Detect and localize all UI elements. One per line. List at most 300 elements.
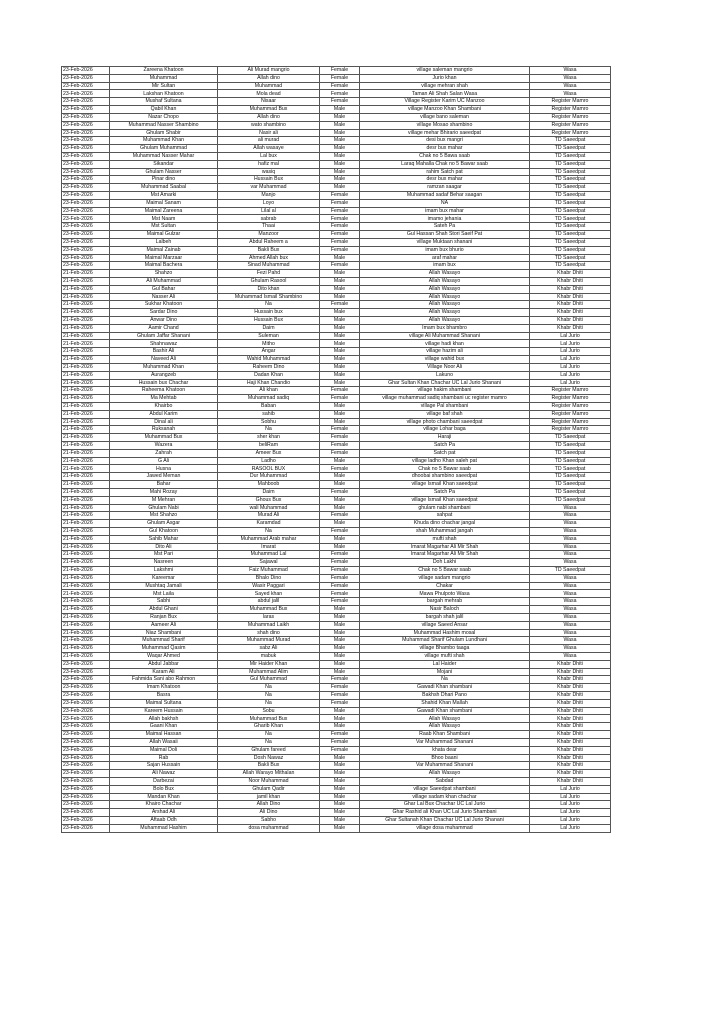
table-body [62, 67, 611, 833]
table-cell: Kareem Hussain [110, 707, 218, 715]
table-cell: Daim [218, 324, 320, 332]
table-cell: Female [320, 215, 360, 223]
table-cell: Female [320, 223, 360, 231]
table-cell: Wasa [530, 527, 611, 535]
table-cell: Thaai [218, 223, 320, 231]
table-cell: Khabr Dhiti [530, 285, 611, 293]
table-cell: Naveed Ali [110, 356, 218, 364]
table-cell: 21-Feb-2026 [62, 317, 110, 325]
table-cell: Male [320, 176, 360, 184]
table-cell: Imarat [218, 543, 320, 551]
table-cell: Ghulam fareed [218, 746, 320, 754]
table-cell: TD Saeedpat [530, 442, 611, 450]
table-cell: 21-Feb-2026 [62, 629, 110, 637]
table-row [62, 293, 611, 301]
table-cell: Khabr Dhiti [530, 723, 611, 731]
table-row [62, 356, 611, 364]
table-cell: Maimal Doli [110, 746, 218, 754]
table-cell: Female [320, 512, 360, 520]
table-cell: Male [320, 270, 360, 278]
table-cell: Female [320, 442, 360, 450]
table-cell: TD Saeedpat [530, 184, 611, 192]
table-cell: Khabr Dhiti [530, 676, 611, 684]
table-cell: Female [320, 590, 360, 598]
table-row [62, 410, 611, 418]
table-cell: Lal Jurio [530, 809, 611, 817]
table-cell: Female [320, 488, 360, 496]
table-cell: Bakhsh Dhari Pano [360, 692, 530, 700]
table-cell: Muhammad Hashim [110, 824, 218, 832]
table-cell: 23-Feb-2026 [62, 176, 110, 184]
table-cell: Dur Muhammad [218, 473, 320, 481]
table-cell: Wasa [530, 582, 611, 590]
table-cell: 23-Feb-2026 [62, 785, 110, 793]
table-cell: 21-Feb-2026 [62, 652, 110, 660]
table-cell: Sikandar [110, 160, 218, 168]
table-cell: Khabr Dhiti [530, 660, 611, 668]
table-row [62, 402, 611, 410]
table-cell: 21-Feb-2026 [62, 410, 110, 418]
table-cell: 23-Feb-2026 [62, 168, 110, 176]
table-cell: ramzan saagar [360, 184, 530, 192]
table-cell: imam bux [360, 262, 530, 270]
table-row [62, 246, 611, 254]
table-cell: 23-Feb-2026 [62, 676, 110, 684]
table-cell: Nasir Baloch [360, 606, 530, 614]
table-cell: Satch Pa [360, 442, 530, 450]
table-cell: sabz Ali [218, 645, 320, 653]
table-cell: 21-Feb-2026 [62, 551, 110, 559]
table-row [62, 184, 611, 192]
table-cell: Female [320, 559, 360, 567]
table-cell: Muhammad Alim [218, 668, 320, 676]
table-row [62, 699, 611, 707]
table-row [62, 223, 611, 231]
table-cell: sahib [218, 410, 320, 418]
table-cell: 23-Feb-2026 [62, 246, 110, 254]
table-cell: Lal Jurio [530, 793, 611, 801]
table-cell: Mst Amarki [110, 192, 218, 200]
table-cell: Muhammad Nasser Mahar [110, 152, 218, 160]
table-cell: 21-Feb-2026 [62, 520, 110, 528]
table-cell: Female [320, 67, 360, 75]
table-cell: Wasa [530, 606, 611, 614]
table-cell: village bano saleman [360, 113, 530, 121]
table-cell: Male [320, 801, 360, 809]
table-row [62, 348, 611, 356]
table-row [62, 551, 611, 559]
table-cell: Male [320, 629, 360, 637]
table-cell: imamo jehania [360, 215, 530, 223]
table-cell: Male [320, 363, 360, 371]
table-cell: Allah dino [218, 113, 320, 121]
table-cell: Male [320, 668, 360, 676]
table-cell: Fezi Pahd [218, 270, 320, 278]
table-cell: Muhammad sadaf Behar saagan [360, 192, 530, 200]
table-cell: Bolo Bux [110, 785, 218, 793]
table-cell: Bakli Bux [218, 762, 320, 770]
table-cell: Male [320, 160, 360, 168]
table-cell: 21-Feb-2026 [62, 387, 110, 395]
table-cell: Ranjan Bux [110, 613, 218, 621]
table-cell: Male [320, 535, 360, 543]
table-cell: 23-Feb-2026 [62, 160, 110, 168]
table-cell: Wasa [530, 504, 611, 512]
table-cell: Darbezai [110, 777, 218, 785]
table-cell: 23-Feb-2026 [62, 793, 110, 801]
table-row [62, 606, 611, 614]
table-row [62, 129, 611, 137]
table-cell: 23-Feb-2026 [62, 184, 110, 192]
table-cell: Wasa [530, 82, 611, 90]
table-cell: 21-Feb-2026 [62, 395, 110, 403]
table-cell: 21-Feb-2026 [62, 481, 110, 489]
table-cell: Zareena Khatoon [110, 67, 218, 75]
table-cell: 21-Feb-2026 [62, 613, 110, 621]
table-cell: 21-Feb-2026 [62, 598, 110, 606]
table-cell: Male [320, 652, 360, 660]
table-cell: Female [320, 192, 360, 200]
table-cell: Wazera [110, 442, 218, 450]
table-row [62, 270, 611, 278]
table-cell: 23-Feb-2026 [62, 707, 110, 715]
table-cell: Lal Jurio [530, 340, 611, 348]
table-cell: Dosh Nawaz [218, 754, 320, 762]
table-cell: Female [320, 387, 360, 395]
table-cell: village hazim ali [360, 348, 530, 356]
table-row [62, 121, 611, 129]
table-cell: Taman Ali Shah Salan Wasa [360, 90, 530, 98]
table-cell: TD Saeedpat [530, 199, 611, 207]
table-row [62, 199, 611, 207]
table-cell: 23-Feb-2026 [62, 106, 110, 114]
table-cell: Ghar Lal Bux Chachar UC Lal Jurio [360, 801, 530, 809]
table-cell: Jurio khan [360, 74, 530, 82]
table-row [62, 285, 611, 293]
table-cell: Sabdad [360, 777, 530, 785]
table-cell: TD Saeedpat [530, 207, 611, 215]
table-cell: village Manzoo Khan Shambani [360, 106, 530, 114]
table-cell: Aamir Chand [110, 324, 218, 332]
table-cell: Male [320, 481, 360, 489]
table-cell: Bashir Ali [110, 348, 218, 356]
table-cell: village Ismail Khan saeedpat [360, 496, 530, 504]
table-cell: Male [320, 762, 360, 770]
table-cell: Male [320, 348, 360, 356]
table-cell: Male [320, 707, 360, 715]
table-cell: Jawed Meman [110, 473, 218, 481]
table-cell: TD Saeedpat [530, 137, 611, 145]
table-cell: Khabr Dhiti [530, 293, 611, 301]
table-cell: Lal Jurio [530, 332, 611, 340]
table-cell: Sateh Pa [360, 223, 530, 231]
table-cell: village Saeedpat shambani [360, 785, 530, 793]
table-cell: 21-Feb-2026 [62, 582, 110, 590]
table-cell: Wasa [530, 67, 611, 75]
table-cell: Na [218, 692, 320, 700]
table-cell: Ali khan [218, 387, 320, 395]
table-row [62, 793, 611, 801]
table-cell: Village Register Karim UC Manzoo [360, 98, 530, 106]
table-cell: Lal Haider [360, 660, 530, 668]
table-row [62, 817, 611, 825]
table-cell: Allah Wasayo [360, 770, 530, 778]
table-cell: Female [320, 746, 360, 754]
table-cell: Ma Mehtab [110, 395, 218, 403]
table-cell: Female [320, 426, 360, 434]
table-cell: Sabho [218, 817, 320, 825]
table-cell: Khabr Dhiti [530, 738, 611, 746]
table-cell: Khabr Dhiti [530, 707, 611, 715]
table-cell: Gharib Khan [218, 723, 320, 731]
table-cell: 21-Feb-2026 [62, 535, 110, 543]
table-cell: Kareemar [110, 574, 218, 582]
table-cell: Imam bux bhambro [360, 324, 530, 332]
table-row [62, 496, 611, 504]
table-cell: Female [320, 98, 360, 106]
table-cell: Mir Haider Khan [218, 660, 320, 668]
table-cell: Wasa [530, 559, 611, 567]
table-cell: Khabr Dhiti [530, 754, 611, 762]
table-cell: 21-Feb-2026 [62, 340, 110, 348]
table-cell: 21-Feb-2026 [62, 606, 110, 614]
table-row [62, 192, 611, 200]
table-cell: Muhammad sadiq [218, 395, 320, 403]
table-cell: Sobhu [218, 418, 320, 426]
table-cell: Lakshmi [110, 567, 218, 575]
table-row [62, 567, 611, 575]
table-cell: Mst Naam [110, 215, 218, 223]
table-cell: sahpat [360, 512, 530, 520]
table-cell: Allah Wasayo [360, 285, 530, 293]
table-cell: TD Saeedpat [530, 496, 611, 504]
table-cell: Female [320, 676, 360, 684]
table-cell: RASOOL BUX [218, 465, 320, 473]
table-cell: Gaani Khan [110, 723, 218, 731]
data-table [61, 66, 611, 833]
table-cell: Qabil Khan [110, 106, 218, 114]
table-cell: Mst Shahzo [110, 512, 218, 520]
table-cell: Loyo [218, 199, 320, 207]
table-cell: Nazar Chopo [110, 113, 218, 121]
table-cell: Wasa [530, 512, 611, 520]
table-cell: Chak no 5 Bawa saab [360, 152, 530, 160]
table-cell: Register Mamro [530, 395, 611, 403]
table-cell: Pinar dino [110, 176, 218, 184]
table-cell: 23-Feb-2026 [62, 215, 110, 223]
table-cell: Female [320, 246, 360, 254]
table-cell: Khabr Dhiti [530, 746, 611, 754]
table-cell: Allah Wasayo [360, 723, 530, 731]
table-row [62, 277, 611, 285]
table-row [62, 371, 611, 379]
table-cell: Ghar Sultan Khan Chachar UC Lal Jurio Shanani [360, 379, 530, 387]
table-cell: Male [320, 152, 360, 160]
table-cell: Allah Wasayo [360, 715, 530, 723]
table-cell: Allah Wasayo [360, 301, 530, 309]
table-row [62, 527, 611, 535]
table-cell: Wasa [530, 598, 611, 606]
table-cell: TD Saeedpat [530, 449, 611, 457]
table-cell: Male [320, 660, 360, 668]
table-cell: 23-Feb-2026 [62, 98, 110, 106]
table-cell: 21-Feb-2026 [62, 590, 110, 598]
table-cell: wato shambino [218, 121, 320, 129]
table-cell: TD Saeedpat [530, 254, 611, 262]
table-cell: Hussain bux [218, 309, 320, 317]
table-cell: Maimal Gulzar [110, 231, 218, 239]
table-cell: Wasa [530, 590, 611, 598]
table-cell: rahim Satch pat [360, 168, 530, 176]
table-cell: village Muktaan shanani [360, 238, 530, 246]
table-cell: Register Mamro [530, 410, 611, 418]
table-cell: Male [320, 606, 360, 614]
table-row [62, 363, 611, 371]
table-cell: Manzoor [218, 231, 320, 239]
table-cell: 21-Feb-2026 [62, 332, 110, 340]
table-cell: Wasa [530, 629, 611, 637]
table-cell: village sadam mangrio [360, 574, 530, 582]
table-cell: Male [320, 621, 360, 629]
table-cell: Male [320, 645, 360, 653]
table-cell: Register Mamro [530, 402, 611, 410]
table-cell: Male [320, 754, 360, 762]
table-cell: Female [320, 231, 360, 239]
table-cell: wasiq [218, 168, 320, 176]
table-cell: Male [320, 113, 360, 121]
table-cell: Gawadi Khan shambani [360, 707, 530, 715]
table-cell: 21-Feb-2026 [62, 442, 110, 450]
table-cell: Allah Wasayo [360, 277, 530, 285]
table-cell: Khabr Dhiti [530, 777, 611, 785]
table-row [62, 629, 611, 637]
table-cell: Wahid Muhammad [218, 356, 320, 364]
table-row [62, 74, 611, 82]
table-cell: Male [320, 106, 360, 114]
table-cell: Wasa [530, 535, 611, 543]
table-cell: Wasa [530, 652, 611, 660]
table-row [62, 652, 611, 660]
table-cell: TD Saeedpat [530, 567, 611, 575]
table-cell: Female [320, 262, 360, 270]
table-cell: 23-Feb-2026 [62, 809, 110, 817]
table-cell: Register Mamro [530, 387, 611, 395]
table-cell: 21-Feb-2026 [62, 567, 110, 575]
table-cell: ghulam nabi shambani [360, 504, 530, 512]
table-cell: 21-Feb-2026 [62, 348, 110, 356]
table-cell: 21-Feb-2026 [62, 488, 110, 496]
table-cell: Male [320, 793, 360, 801]
table-cell: Khabr Dhiti [530, 715, 611, 723]
table-cell: Lakuno [360, 371, 530, 379]
table-cell: Abdul Ghani [110, 606, 218, 614]
table-cell: Muhammad [218, 82, 320, 90]
table-cell: Khuda dino chachar jangal [360, 520, 530, 528]
table-cell: Lal bux [218, 152, 320, 160]
table-cell: 23-Feb-2026 [62, 113, 110, 121]
table-row [62, 504, 611, 512]
table-cell: 23-Feb-2026 [62, 754, 110, 762]
table-row [62, 207, 611, 215]
table-cell: Muhammad Bux [218, 715, 320, 723]
table-cell: Ghous Bux [218, 496, 320, 504]
table-cell: Muhammad Nasser Shambino [110, 121, 218, 129]
table-cell: Maimal Marzaar [110, 254, 218, 262]
table-cell: 21-Feb-2026 [62, 418, 110, 426]
table-cell: Shahnawaz [110, 340, 218, 348]
table-cell: Khairbo [110, 402, 218, 410]
table-cell: Chak no 5 Bawar saab [360, 465, 530, 473]
table-row [62, 465, 611, 473]
table-cell: Allah bakhsh [110, 715, 218, 723]
table-cell: Khabr Dhiti [530, 277, 611, 285]
table-cell: Ghulam Rasool [218, 277, 320, 285]
table-cell: Ghulam Shabir [110, 129, 218, 137]
table-cell: hafiz mal [218, 160, 320, 168]
table-cell: TD Saeedpat [530, 238, 611, 246]
table-cell: Ameer Bux [218, 449, 320, 457]
table-cell: Male [320, 317, 360, 325]
table-cell: Maimal Sanam [110, 199, 218, 207]
table-cell: Male [320, 504, 360, 512]
table-row [62, 254, 611, 262]
table-cell: 23-Feb-2026 [62, 254, 110, 262]
table-cell: 21-Feb-2026 [62, 270, 110, 278]
table-cell: Mst Laila [110, 590, 218, 598]
table-cell: Wasa [530, 90, 611, 98]
table-cell: shah dino [218, 629, 320, 637]
table-cell: bargah shah jalil [360, 613, 530, 621]
table-cell: village Lohar baga [360, 426, 530, 434]
table-row [62, 637, 611, 645]
table-cell: Wasa [530, 74, 611, 82]
table-cell: imam bux mahar [360, 207, 530, 215]
table-cell: Wasa [530, 520, 611, 528]
table-cell: Dadan Khan [218, 371, 320, 379]
table-cell: Basra [110, 692, 218, 700]
table-cell: Chak no 5 Bawar saab [360, 567, 530, 575]
table-cell: TD Saeedpat [530, 152, 611, 160]
table-cell: Khabr Dhiti [530, 324, 611, 332]
table-cell: Nasser Ali [110, 293, 218, 301]
table-cell: Abdul Karim [110, 410, 218, 418]
table-row [62, 262, 611, 270]
table-cell: Ruksanah [110, 426, 218, 434]
table-cell: 21-Feb-2026 [62, 574, 110, 582]
table-cell: Ali Murad mangrio [218, 67, 320, 75]
table-cell: mabuk [218, 652, 320, 660]
table-cell: Male [320, 371, 360, 379]
table-cell: 21-Feb-2026 [62, 301, 110, 309]
table-cell: 23-Feb-2026 [62, 137, 110, 145]
table-row [62, 442, 611, 450]
table-cell: Muhammad Bux [218, 106, 320, 114]
table-cell: 21-Feb-2026 [62, 285, 110, 293]
table-cell: 21-Feb-2026 [62, 637, 110, 645]
table-cell: Bhoo baani [360, 754, 530, 762]
table-cell: M Mehran [110, 496, 218, 504]
table-cell: Wasa [530, 613, 611, 621]
table-cell: Female [320, 301, 360, 309]
table-cell: 23-Feb-2026 [62, 74, 110, 82]
table-cell: Noor Muhammad [218, 777, 320, 785]
table-cell: 23-Feb-2026 [62, 684, 110, 692]
table-cell: 21-Feb-2026 [62, 512, 110, 520]
table-cell: Muhammad Murad [218, 637, 320, 645]
table-row [62, 715, 611, 723]
table-cell: village saleman mangrio [360, 67, 530, 75]
table-cell: Mitho [218, 340, 320, 348]
